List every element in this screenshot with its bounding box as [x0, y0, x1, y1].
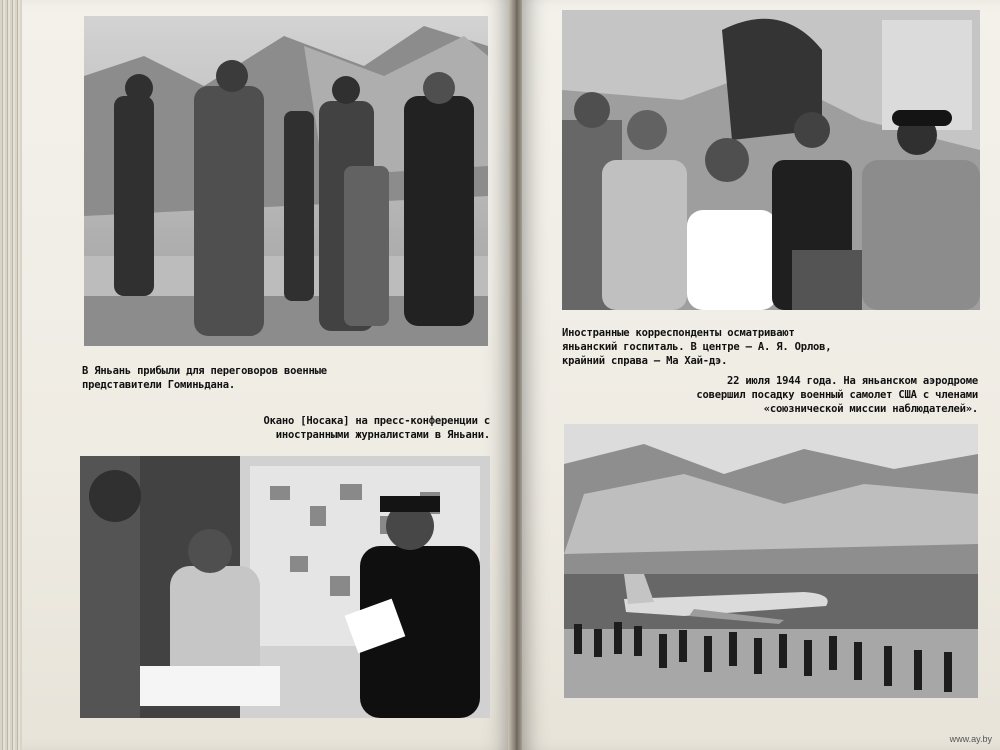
caption-delegates: В Яньань прибыли для переговоров военные представители Гоминьдана.: [82, 365, 327, 391]
photo-foreign-correspondents: [562, 10, 980, 310]
photo-us-plane-airfield: [564, 424, 978, 698]
photo-kuomintang-delegates: [84, 16, 488, 346]
caption-okano: Окано [Носака] на пресс-конференции с иностранными журналистами в Яньани.: [263, 415, 490, 441]
photo-press-conference: [80, 456, 490, 718]
caption-correspondents: Иностранные корреспонденты осматривают яньанский госпиталь. В центре — А. Я. Орлов, крайний справа — Ма Хай-дэ.: [562, 327, 832, 367]
book-page-edges: [0, 0, 22, 750]
caption-airfield: 22 июля 1944 года. На яньанском аэродроме совершил посадку военный самолет США с членами «союзнической миссии наблюдателей».: [696, 375, 978, 415]
left-page: [22, 0, 510, 750]
right-page: [522, 0, 1000, 750]
watermark: www.ay.by: [949, 734, 992, 744]
